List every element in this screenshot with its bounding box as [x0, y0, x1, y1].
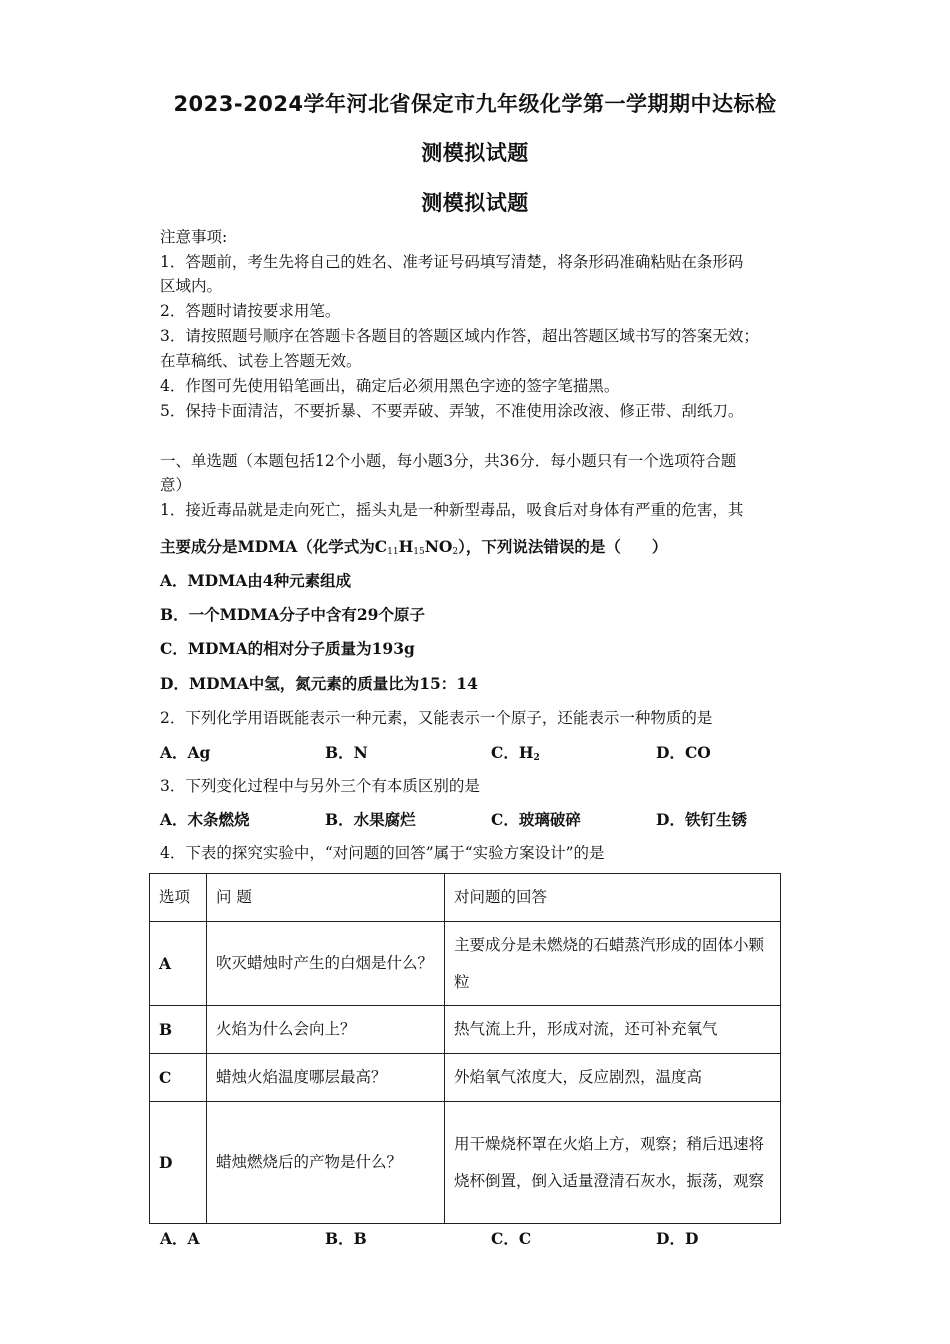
q2-option-b: B．N: [325, 743, 368, 762]
q4-option-c: C．C: [491, 1229, 532, 1248]
q2-option-c-text: C．H: [491, 743, 534, 762]
q1-stem-post: ），下列说法错误的是（ ）: [458, 537, 668, 556]
notice-item-5: 5．保持卡面清洁，不要折暴、不要弄破、弄皱，不准使用涂改液、修正带、刮纸刀。: [160, 402, 744, 420]
table-row: [150, 922, 781, 1006]
table-row: [150, 1006, 781, 1054]
table-cell-option: A: [150, 922, 207, 1006]
q3-option-b: B．水果腐烂: [325, 810, 416, 829]
q1-option-c: C．MDMA的相对分子质量为193g: [160, 639, 415, 658]
table-cell-answer: 主要成分是未燃烧的石蜡蒸汽形成的固体小颗粒: [445, 922, 781, 1006]
q2-stem: 2．下列化学用语既能表示一种元素，又能表示一个原子，还能表示一种物质的是: [160, 709, 713, 727]
table-cell-question: 蜡烛火焰温度哪层最高？: [207, 1054, 445, 1102]
q4-table: [149, 873, 781, 1224]
q1-option-a: A．MDMA由4种元素组成: [160, 571, 352, 590]
q3-option-a: A．木条燃烧: [160, 810, 250, 829]
q1-sub-o: 2: [452, 547, 459, 557]
table-row: [150, 1054, 781, 1102]
table-header-cell: 选项: [150, 874, 207, 922]
table-cell-option: B: [150, 1006, 207, 1054]
table-row: [150, 1102, 781, 1224]
table-cell-question: 吹灭蜡烛时产生的白烟是什么？: [207, 922, 445, 1006]
table-cell-answer: 用干燥烧杯罩在火焰上方，观察；稍后迅速将烧杯倒置，倒入适量澄清石灰水，振荡，观察: [445, 1102, 781, 1224]
table-cell-option: D: [150, 1102, 207, 1224]
section-heading-cont: 意）: [160, 476, 192, 494]
page-title-continued: 测模拟试题: [421, 141, 529, 165]
notice-item-2: 2．答题时请按要求用笔。: [160, 302, 341, 320]
notice-item-4: 4．作图可先使用铅笔画出，确定后必须用黑色字迹的签字笔描黑。: [160, 377, 620, 395]
q3-option-c: C．玻璃破碎: [491, 810, 581, 829]
q1-sub-h: 15: [413, 547, 425, 557]
table-cell-answer: 外焰氧气浓度大，反应剧烈，温度高: [445, 1054, 781, 1102]
q1-option-b: B．一个MDMA分子中含有29个原子: [160, 605, 425, 624]
q4-stem: 4．下表的探究实验中，“对问题的回答”属于“实验方案设计”的是: [160, 844, 605, 862]
notice-item-1-cont: 区域内。: [160, 277, 223, 295]
notice-heading: 注意事项:: [160, 228, 228, 246]
q4-option-a: A．A: [160, 1229, 200, 1248]
notice-item-3: 3．请按照题号顺序在答题卡各题目的答题区域内作答，超出答题区域书写的答案无效；: [160, 327, 759, 345]
table-cell-question: 蜡烛燃烧后的产物是什么？: [207, 1102, 445, 1224]
q2-option-c-sub: 2: [533, 753, 540, 763]
q2-option-c: [491, 741, 540, 763]
section-heading: 一、单选题（本题包括12个小题，每小题3分，共36分．每小题只有一个选项符合题: [160, 452, 737, 470]
q1-stem-pre: 主要成分是MDMA（化学式为C: [160, 537, 388, 556]
q3-stem: 3．下列变化过程中与另外三个有本质区别的是: [160, 777, 480, 795]
table-cell-option: C: [150, 1054, 207, 1102]
notice-item-3-cont: 在草稿纸、试卷上答题无效。: [160, 352, 362, 370]
q3-option-d: D．铁钉生锈: [656, 810, 747, 829]
q1-formula-no: NO: [424, 537, 453, 556]
q1-option-d: D．MDMA中氢，氮元素的质量比为15：14: [160, 674, 478, 693]
q4-option-b: B．B: [325, 1229, 367, 1248]
q1-stem-cont: [160, 536, 667, 563]
page-title: 2023-2024学年河北省保定市九年级化学第一学期期中达标检: [173, 92, 777, 116]
table-cell-question: 火焰为什么会向上？: [207, 1006, 445, 1054]
q4-option-d: D．D: [656, 1229, 699, 1248]
q2-option-d: D．CO: [656, 743, 711, 762]
q1-sub-c: 11: [387, 547, 399, 557]
table-header-cell: 问 题: [207, 874, 445, 922]
q2-option-a: A．Ag: [160, 743, 211, 762]
q1-formula-h: H: [398, 537, 414, 556]
notice-item-1: 1．答题前，考生先将自己的姓名、准考证号码填写清楚，将条形码准确粘贴在条形码: [160, 253, 744, 271]
table-header-cell: 对问题的回答: [445, 874, 781, 922]
table-header-row: [150, 874, 781, 922]
table-cell-answer: 热气流上升，形成对流，还可补充氧气: [445, 1006, 781, 1054]
q1-stem: 1．接近毒品就是走向死亡，摇头丸是一种新型毒品，吸食后对身体有严重的危害，其: [160, 501, 744, 519]
page-subtitle: 测模拟试题: [421, 191, 529, 215]
